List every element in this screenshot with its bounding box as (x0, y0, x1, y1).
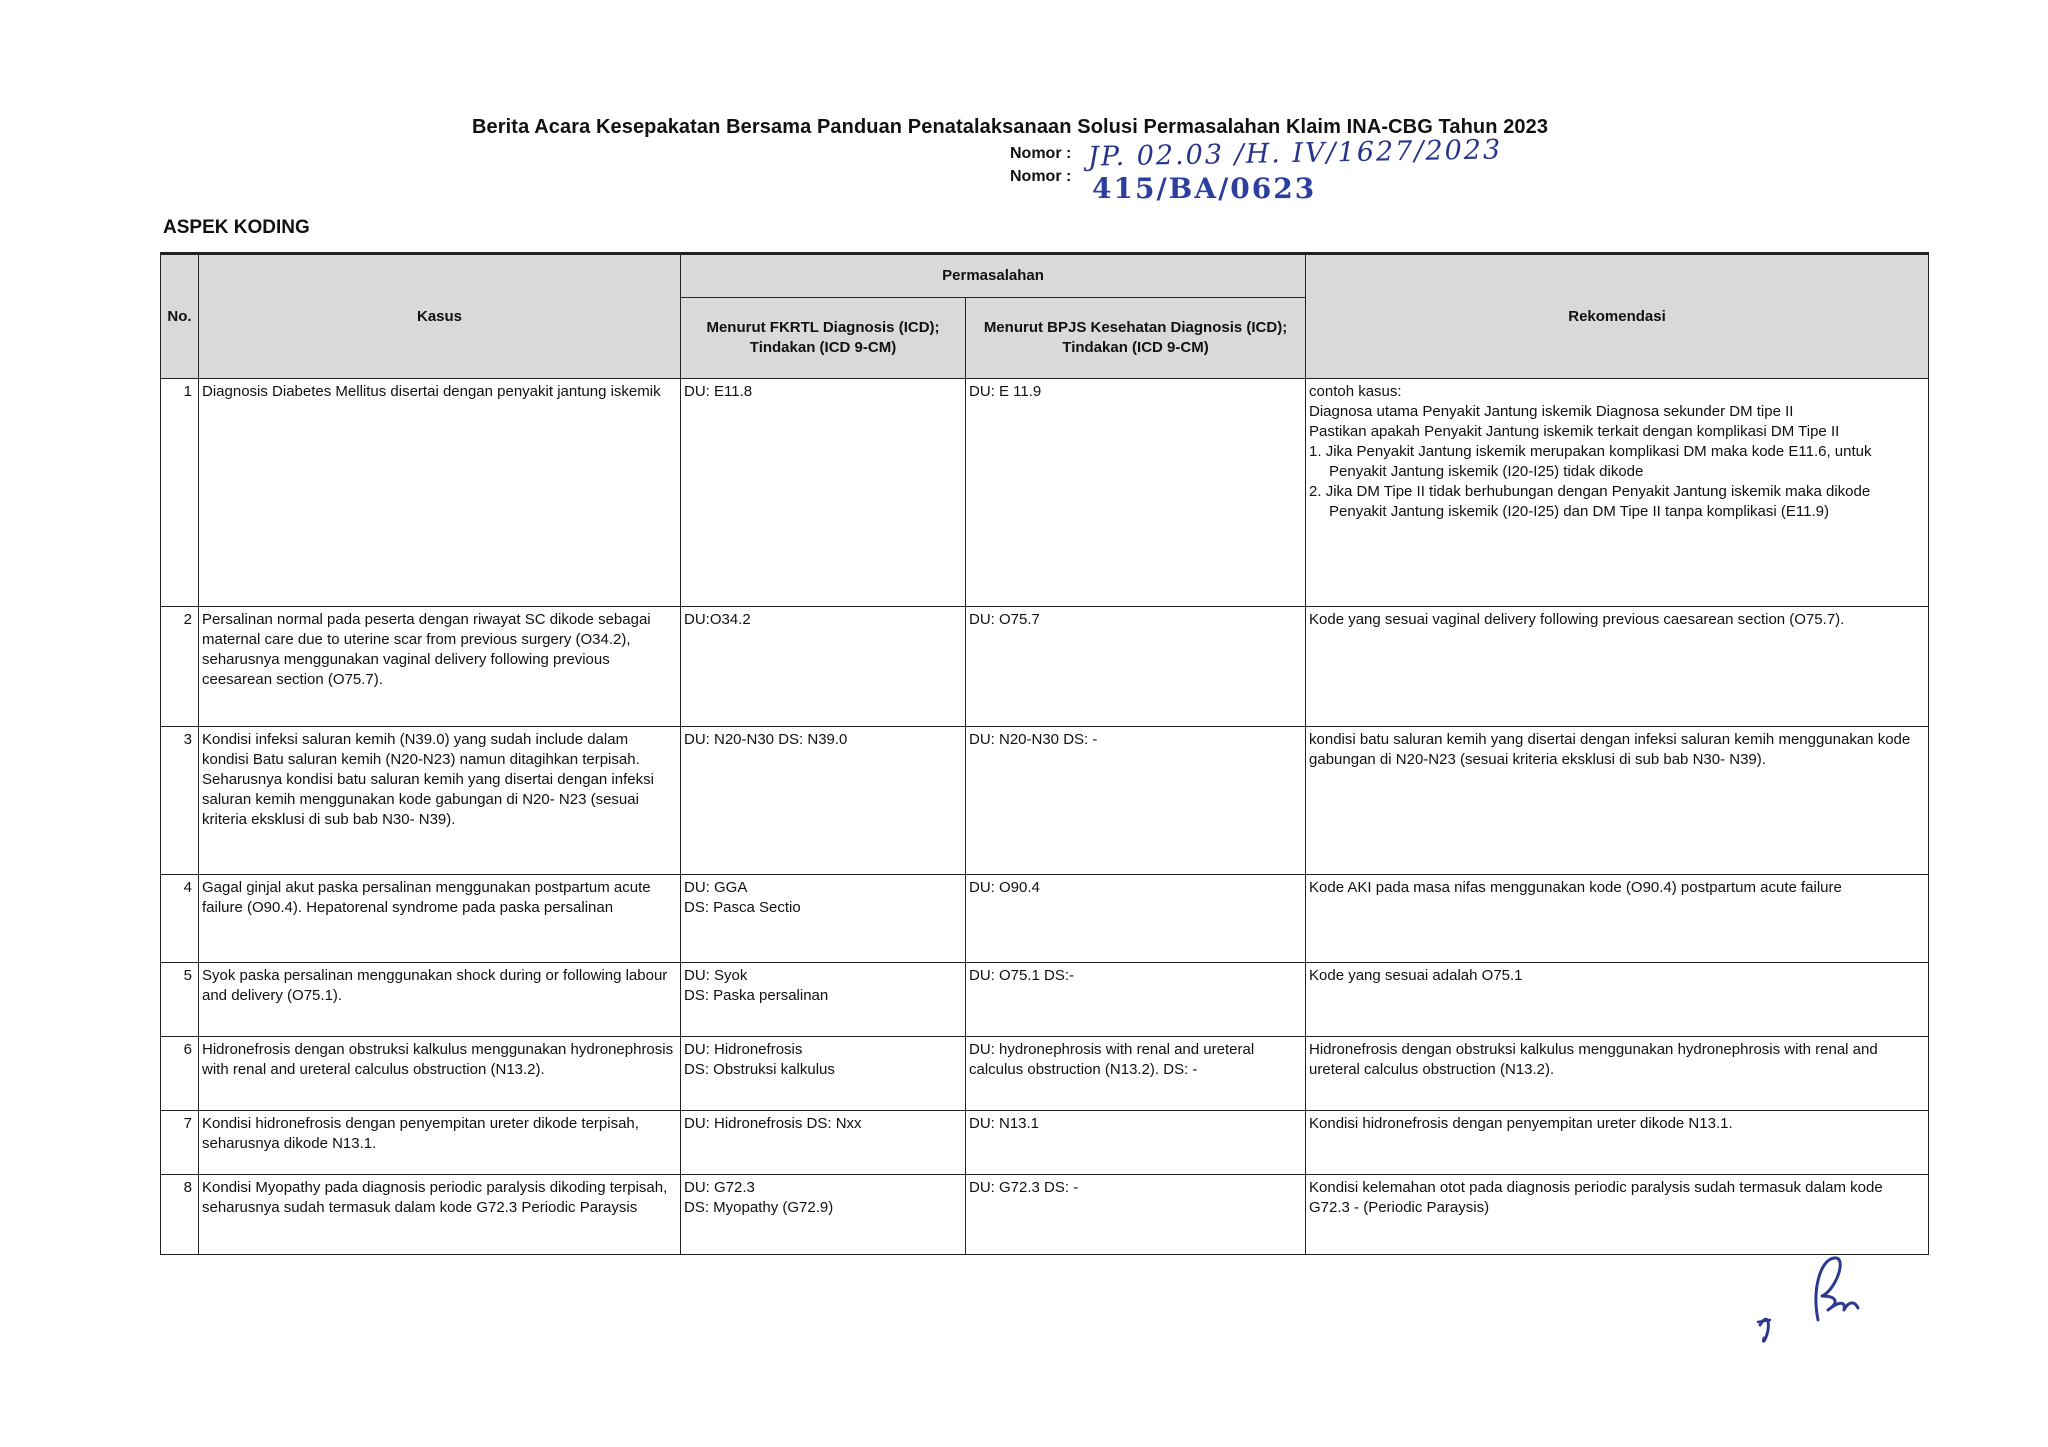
header-fkrtl: Menurut FKRTL Diagnosis (ICD); Tindakan (ICD 9-CM) (681, 298, 966, 379)
row-number: 7 (161, 1111, 199, 1175)
rekomendasi-list-item: 1. Jika Penyakit Jantung iskemik merupakan komplikasi DM maka kode E11.6, untuk Penyakit Jantung iskemik (I20-I25) tidak dikode (1309, 443, 1872, 480)
bpjs-line: DU: G72.3 DS: - (969, 1179, 1079, 1196)
kasus-cell: Hidronefrosis dengan obstruksi kalkulus menggunakan hydronephrosis with renal and ureteral calculus obstruction (N13.2). (199, 1037, 681, 1111)
bpjs-cell (966, 607, 1306, 727)
kasus-cell: Diagnosis Diabetes Mellitus disertai dengan penyakit jantung iskemik (199, 379, 681, 607)
fkrtl-line: DS: Pasca Sectio (684, 899, 801, 916)
table-row (161, 379, 1929, 607)
rekomendasi-line: Kondisi kelemahan otot pada diagnosis periodic paralysis sudah termasuk dalam kode G72.3 - (Periodic Paraysis) (1309, 1179, 1883, 1216)
bpjs-cell (966, 727, 1306, 875)
rekomendasi-cell (1306, 379, 1929, 607)
header-bpjs: Menurut BPJS Kesehatan Diagnosis (ICD); Tindakan (ICD 9-CM) (966, 298, 1306, 379)
rekomendasi-line: kondisi batu saluran kemih yang disertai dengan infeksi saluran kemih menggunakan kode gabungan di N20-N23 (sesuai kriteria eksklusi di sub bab N30- N39). (1309, 731, 1911, 768)
fkrtl-cell (681, 1175, 966, 1255)
fkrtl-line: DU:O34.2 (684, 611, 751, 628)
fkrtl-cell (681, 963, 966, 1037)
rekomendasi-cell (1306, 1037, 1929, 1111)
rekomendasi-line: Kondisi hidronefrosis dengan penyempitan ureter dikode N13.1. (1309, 1115, 1733, 1132)
fkrtl-line: DU: E11.8 (684, 383, 753, 400)
fkrtl-line: DS: Obstruksi kalkulus (684, 1061, 835, 1078)
bpjs-line: DU: E 11.9 (969, 383, 1042, 400)
fkrtl-line: DS: Myopathy (G72.9) (684, 1199, 834, 1216)
section-title: ASPEK KODING (163, 217, 310, 238)
bpjs-line: DU: N13.1 (969, 1115, 1040, 1132)
bpjs-line: DU: N20-N30 DS: - (969, 731, 1098, 748)
bpjs-line: DU: O75.7 (969, 611, 1040, 628)
rekomendasi-cell (1306, 1111, 1929, 1175)
table-row (161, 1175, 1929, 1255)
rekomendasi-line: Kode AKI pada masa nifas menggunakan kode (O90.4) postpartum acute failure (1309, 879, 1842, 896)
fkrtl-cell (681, 607, 966, 727)
kasus-cell: Gagal ginjal akut paska persalinan menggunakan postpartum acute failure (O90.4). Hepatorenal syndrome pada paska persalinan (199, 875, 681, 963)
rekomendasi-cell (1306, 1175, 1929, 1255)
bpjs-cell (966, 963, 1306, 1037)
table-row (161, 727, 1929, 875)
fkrtl-cell (681, 1037, 966, 1111)
fkrtl-line: DS: Paska persalinan (684, 987, 829, 1004)
fkrtl-cell (681, 875, 966, 963)
header-rekomendasi: Rekomendasi (1306, 254, 1929, 379)
rekomendasi-list-item: 2. Jika DM Tipe II tidak berhubungan dengan Penyakit Jantung iskemik maka dikode Penyakit Jantung iskemik (I20-I25) dan DM Tipe II tanpa komplikasi (E11.9) (1309, 483, 1871, 520)
rekomendasi-cell (1306, 727, 1929, 875)
fkrtl-line: DU: G72.3 (684, 1179, 755, 1196)
fkrtl-line: DU: N20-N30 DS: N39.0 (684, 731, 848, 748)
row-number: 3 (161, 727, 199, 875)
header-kasus: Kasus (199, 254, 681, 379)
row-number: 1 (161, 379, 199, 607)
fkrtl-cell (681, 379, 966, 607)
table-row (161, 607, 1929, 727)
rekomendasi-line: Hidronefrosis dengan obstruksi kalkulus menggunakan hydronephrosis with renal and ureteral calculus obstruction (N13.2). (1309, 1041, 1878, 1078)
fkrtl-line: DU: GGA (684, 879, 748, 896)
document-title: Berita Acara Kesepakatan Bersama Panduan Penatalaksanaan Solusi Permasalahan Klaim INA-CBG Tahun 2023 (472, 116, 1549, 138)
bpjs-cell (966, 1111, 1306, 1175)
kasus-cell: Kondisi Myopathy pada diagnosis periodic paralysis dikoding terpisah, seharusnya sudah termasuk dalam kode G72.3 Periodic Paraysis (199, 1175, 681, 1255)
rekomendasi-line: Kode yang sesuai vaginal delivery following previous caesarean section (O75.7). (1309, 611, 1845, 628)
bpjs-line: DU: O75.1 DS:- (969, 967, 1075, 984)
rekomendasi-line: Diagnosa utama Penyakit Jantung iskemik Diagnosa sekunder DM tipe II (1309, 403, 1794, 420)
row-number: 4 (161, 875, 199, 963)
rekomendasi-line: contoh kasus: (1309, 383, 1402, 400)
bpjs-cell (966, 1037, 1306, 1111)
kasus-cell: Kondisi hidronefrosis dengan penyempitan ureter dikode terpisah, seharusnya dikode N13.1. (199, 1111, 681, 1175)
rekomendasi-cell (1306, 607, 1929, 727)
fkrtl-cell (681, 727, 966, 875)
bpjs-cell (966, 875, 1306, 963)
bpjs-line: DU: hydronephrosis with renal and ureteral calculus obstruction (N13.2). DS: - (969, 1041, 1255, 1078)
nomor-label-2: Nomor : (1010, 168, 1072, 185)
nomor-label-1: Nomor : (1010, 145, 1072, 162)
kasus-cell: Syok paska persalinan menggunakan shock during or following labour and delivery (O75.1). (199, 963, 681, 1037)
header-no: No. (161, 254, 199, 379)
row-number: 6 (161, 1037, 199, 1111)
bpjs-cell (966, 1175, 1306, 1255)
kasus-cell: Persalinan normal pada peserta dengan riwayat SC dikode sebagai maternal care due to uterine scar from previous surgery (O34.2), seharusnya menggunakan vaginal delivery following previous ceesarean section (O75.7). (199, 607, 681, 727)
table-body (161, 379, 1929, 1255)
rekomendasi-line: Pastikan apakah Penyakit Jantung iskemik terkait dengan komplikasi DM Tipe II (1309, 423, 1840, 440)
kasus-cell: Kondisi infeksi saluran kemih (N39.0) yang sudah include dalam kondisi Batu saluran kemih (N20-N23) namun ditagihkan terpisah. Seharusnya kondisi batu saluran kemih yang disertai dengan infeksi saluran kemih menggunakan kode gabungan di N20- N23 (sesuai kriteria eksklusi di sub bab N30- N39). (199, 727, 681, 875)
rekomendasi-cell (1306, 875, 1929, 963)
bpjs-line: DU: O90.4 (969, 879, 1040, 896)
koding-table (160, 252, 1929, 1255)
table-row (161, 1111, 1929, 1175)
fkrtl-cell (681, 1111, 966, 1175)
row-number: 2 (161, 607, 199, 727)
table-row (161, 1037, 1929, 1111)
fkrtl-line: DU: Hidronefrosis DS: Nxx (684, 1115, 862, 1132)
fkrtl-line: DU: Syok (684, 967, 748, 984)
nomor-value-1: JP. 02.03 /H. IV/1627/2023 (1087, 134, 1503, 173)
table-row (161, 875, 1929, 963)
nomor-value-2: 415/BA/0623 (1092, 172, 1317, 205)
row-number: 5 (161, 963, 199, 1037)
rekomendasi-cell (1306, 963, 1929, 1037)
header-permasalahan: Permasalahan (681, 254, 1306, 298)
rekomendasi-line: Kode yang sesuai adalah O75.1 (1309, 967, 1523, 984)
row-number: 8 (161, 1175, 199, 1255)
fkrtl-line: DU: Hidronefrosis (684, 1041, 803, 1058)
signature-initials (1730, 1250, 1880, 1360)
bpjs-cell (966, 379, 1306, 607)
table-row (161, 963, 1929, 1037)
